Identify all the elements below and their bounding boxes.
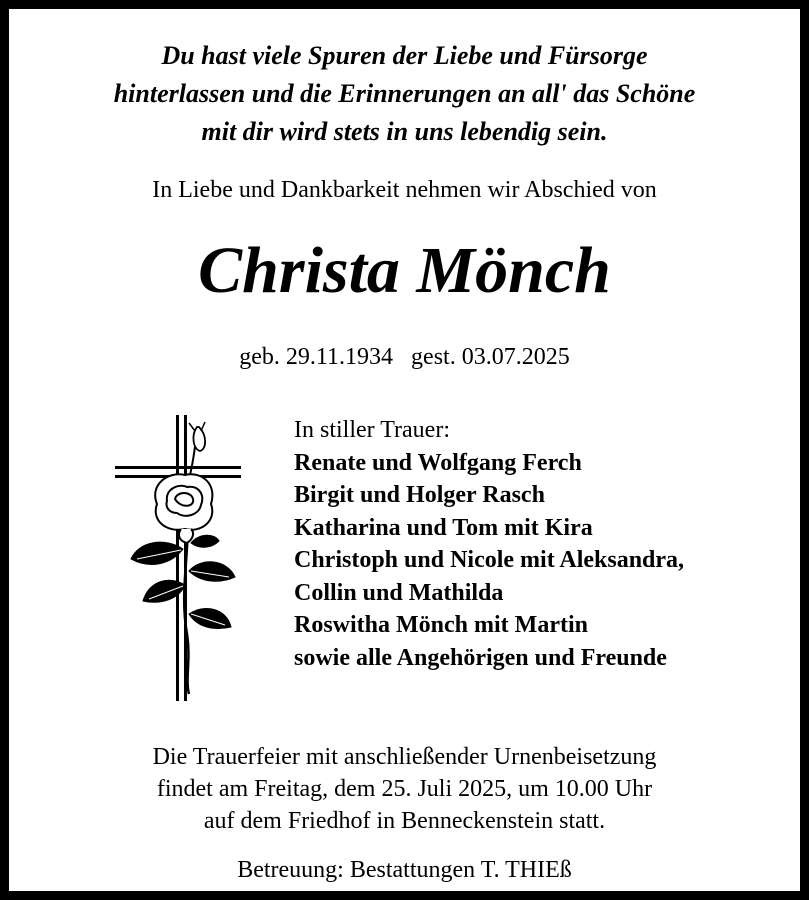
mourner-line: Christoph und Nicole mit Aleksandra, (294, 547, 685, 573)
motto-verse (29, 37, 780, 151)
mourners-heading: In stiller Trauer: (294, 417, 450, 443)
motto-line: mit dir wird stets in uns lebendig sein. (201, 117, 608, 146)
mourner-line: Collin und Mathilda (294, 579, 504, 606)
mourner-line: Renate und Wolfgang Ferch (294, 449, 582, 476)
motto-line: hinterlassen und die Erinnerungen an all' das Schöne (113, 79, 696, 108)
intro-text: In Liebe und Dankbarkeit nehmen wir Abschied von (152, 177, 657, 203)
ceremony-line: Die Trauerfeier mit anschließender Urnenbeisetzung (152, 744, 657, 770)
funeral-home-credit: Betreuung: Bestattungen T. THIEß (237, 857, 572, 883)
motto-line: Du hast viele Spuren der Liebe und Fürsorge (161, 41, 648, 70)
ceremony-line: auf dem Friedhof in Benneckenstein statt. (203, 808, 606, 834)
cross-with-rose-icon (109, 409, 249, 704)
mourner-line: Roswitha Mönch mit Martin (294, 612, 588, 638)
ceremony-line: findet am Freitag, dem 25. Juli 2025, um 10.00 Uhr (156, 776, 653, 802)
mourners-block (294, 414, 794, 674)
deceased-name: Christa Mönch (198, 234, 611, 307)
mourner-line: sowie alle Angehörigen und Freunde (294, 644, 667, 671)
life-dates: geb. 29.11.1934 gest. 03.07.2025 (239, 344, 570, 370)
ceremony-info (29, 741, 780, 837)
mourner-line: Birgit und Holger Rasch (294, 482, 545, 508)
mourner-line: Katharina und Tom mit Kira (294, 514, 593, 541)
